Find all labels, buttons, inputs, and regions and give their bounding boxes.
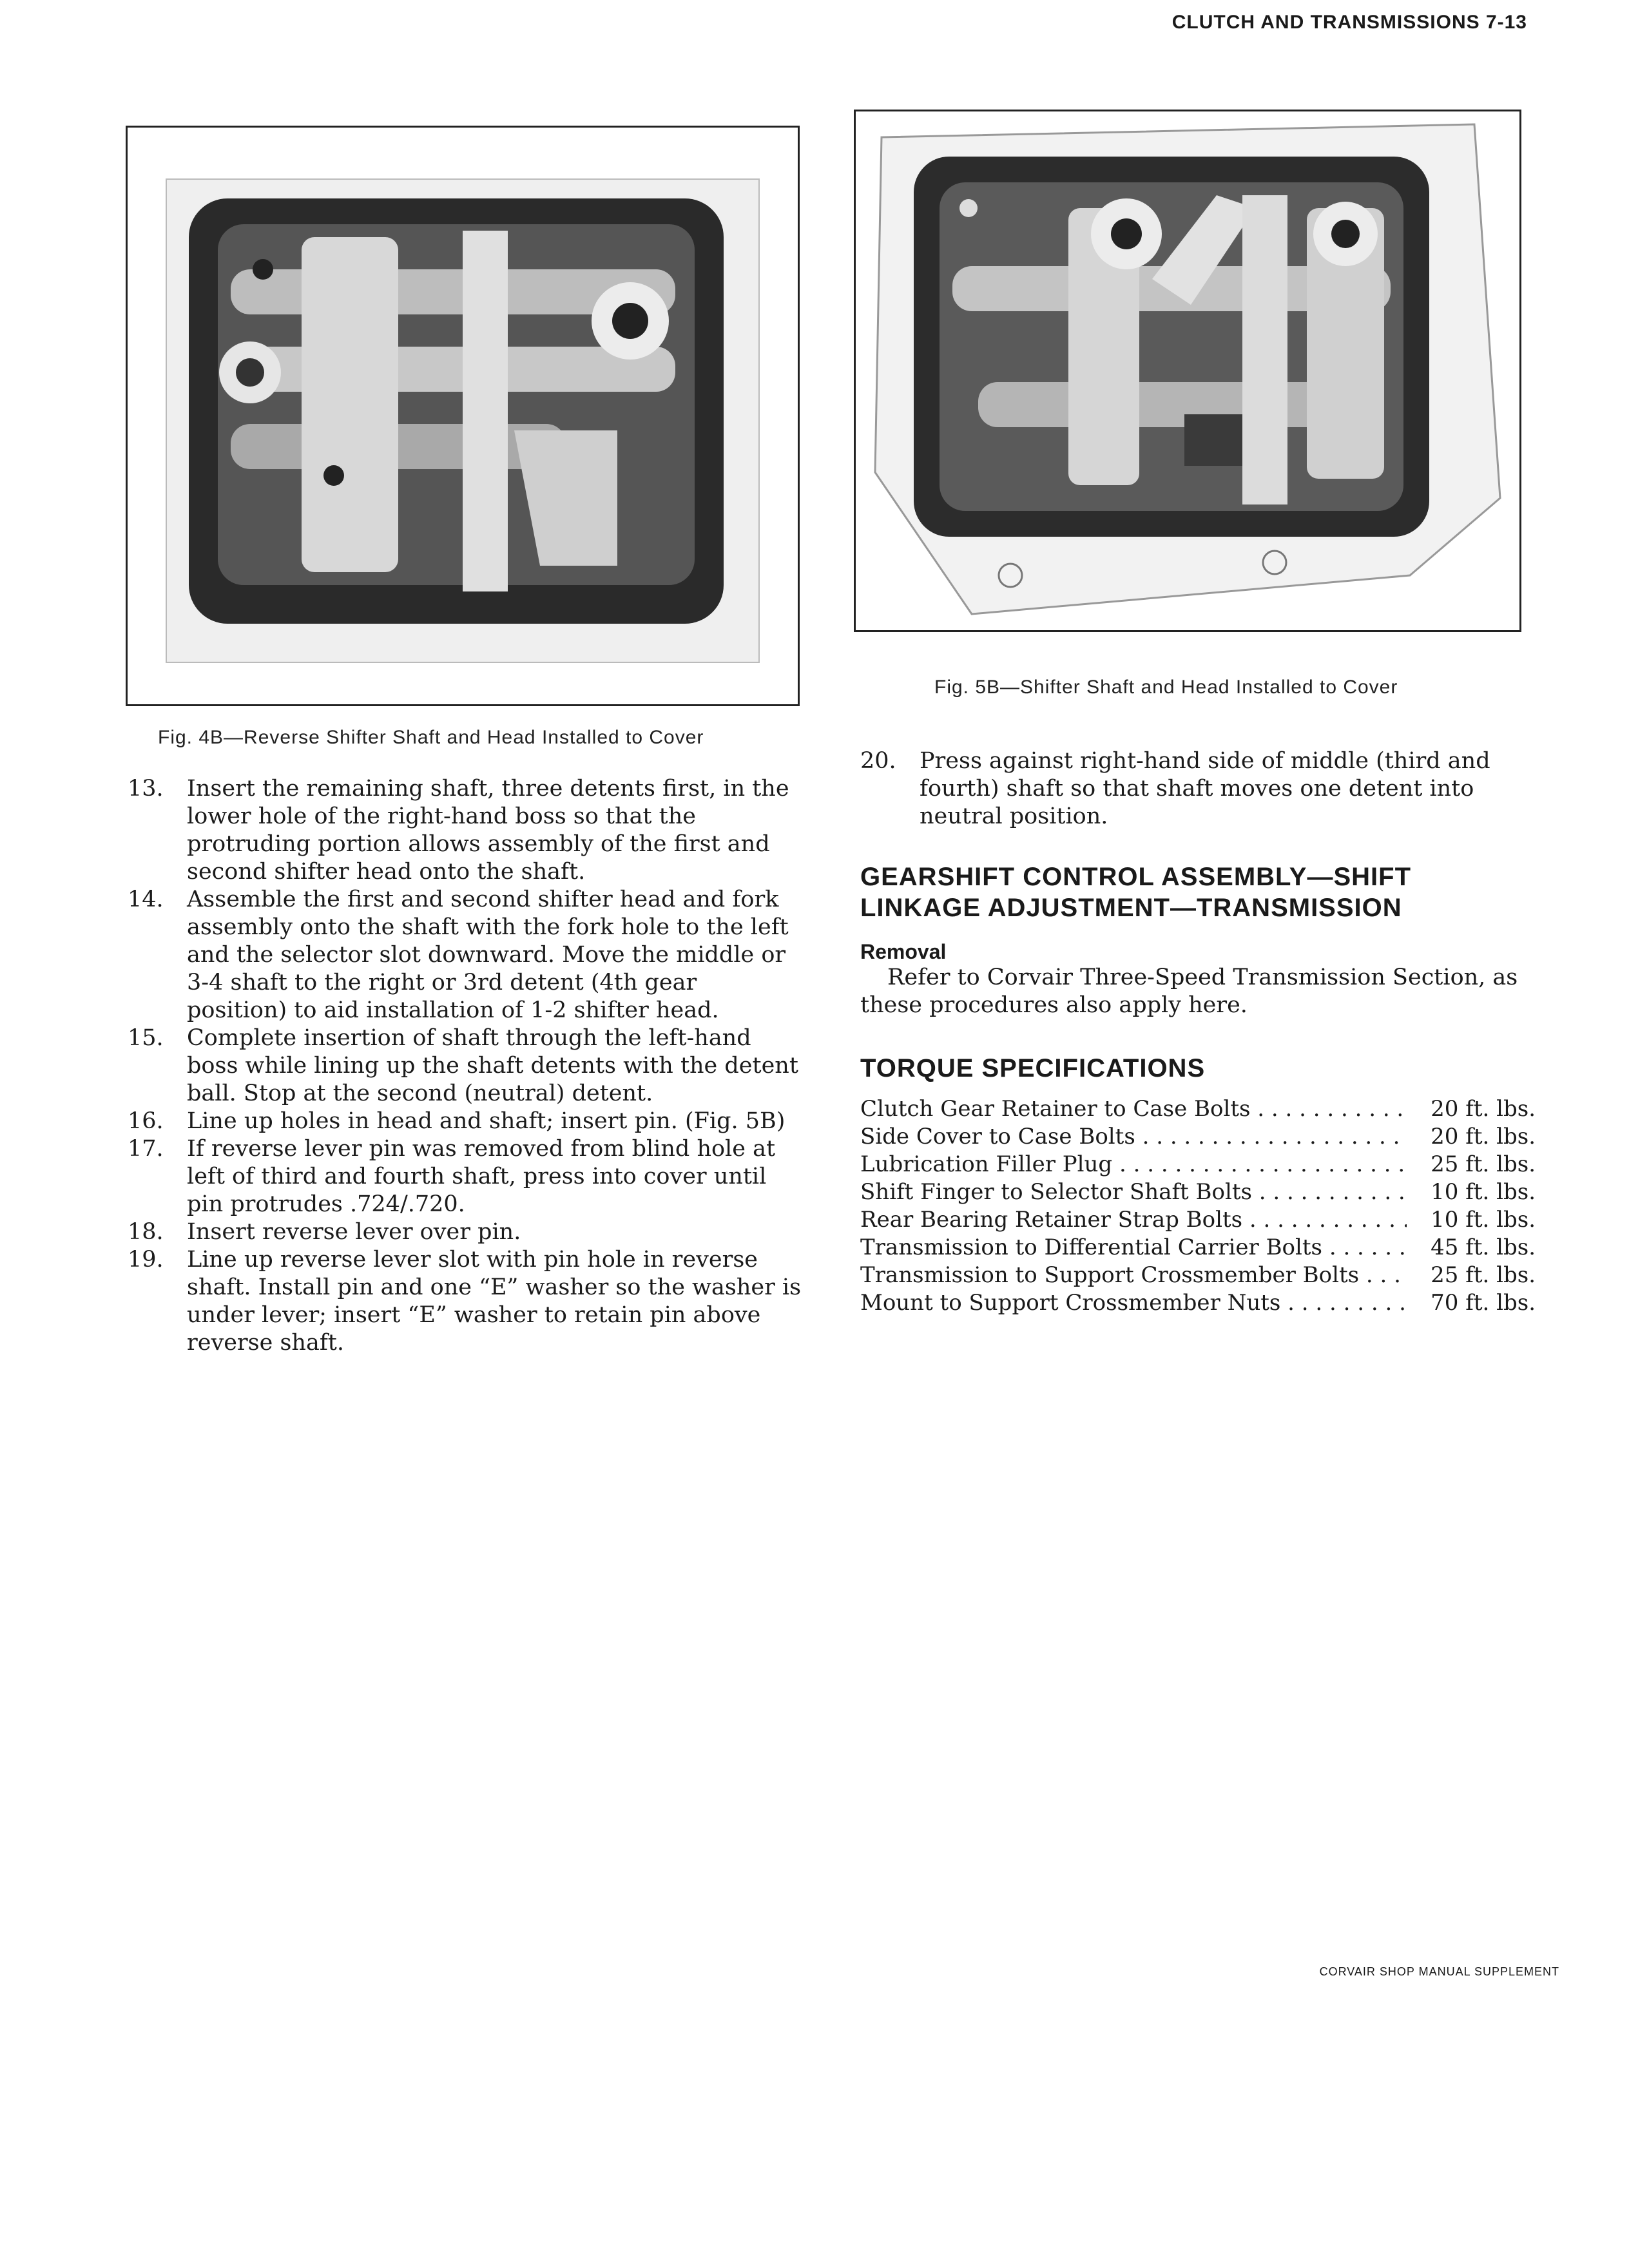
page-header: CLUTCH AND TRANSMISSIONS 7-13 xyxy=(1171,12,1527,33)
step-text: Insert reverse lever over pin. xyxy=(187,1219,521,1245)
torque-item-value: 10 ft. lbs. xyxy=(1407,1178,1536,1206)
step-number: 16. xyxy=(128,1108,164,1134)
torque-row xyxy=(860,1289,1536,1317)
torque-item-text: Transmission to Differential Carrier Bolts xyxy=(860,1235,1323,1260)
step-text: Line up reverse lever slot with pin hole in reverse shaft. Install pin and one “E” washer so the washer is under lever; insert “E” washer to retain pin above reverse shaft. xyxy=(187,1247,802,1356)
torque-table xyxy=(860,1095,1536,1317)
torque-item-value: 20 ft. lbs. xyxy=(1407,1095,1536,1123)
torque-row xyxy=(860,1206,1536,1234)
step-number: 14. xyxy=(128,887,164,912)
step-number: 15. xyxy=(128,1025,164,1051)
torque-item-text: Transmission to Support Crossmember Bolts xyxy=(860,1262,1360,1288)
step-text: Complete insertion of shaft through the left-hand boss while lining up the shaft detents with the detent ball. Stop at the second (neutral) detent. xyxy=(187,1025,798,1106)
torque-item-label xyxy=(860,1262,1407,1289)
left-column-steps xyxy=(128,775,802,1357)
figure-5b-caption: Fig. 5B—Shifter Shaft and Head Installed to Cover xyxy=(934,677,1398,698)
torque-item-label xyxy=(860,1095,1407,1123)
torque-item-text: Rear Bearing Retainer Strap Bolts xyxy=(860,1207,1243,1233)
gearshift-heading: GEARSHIFT CONTROL ASSEMBLY—SHIFT LINKAGE ADJUSTMENT—TRANSMISSION xyxy=(860,863,1412,922)
step-number: 17. xyxy=(128,1136,164,1162)
figure-4b-caption: Fig. 4B—Reverse Shifter Shaft and Head Installed to Cover xyxy=(158,727,704,748)
instruction-step xyxy=(128,1135,802,1218)
torque-item-text: Lubrication Filler Plug xyxy=(860,1151,1113,1177)
step-number: 18. xyxy=(128,1219,164,1245)
torque-item-label xyxy=(860,1123,1407,1151)
torque-item-label xyxy=(860,1178,1407,1206)
right-column xyxy=(860,747,1536,1317)
torque-heading: TORQUE SPECIFICATIONS xyxy=(860,1054,1206,1082)
step-number: 13. xyxy=(128,776,164,802)
step-text: Press against right-hand side of middle (third and fourth) shaft so that shaft moves one detent into neutral position. xyxy=(920,748,1490,829)
torque-item-value: 70 ft. lbs. xyxy=(1407,1289,1536,1317)
torque-item-text: Mount to Support Crossmember Nuts xyxy=(860,1290,1281,1316)
instruction-step xyxy=(128,1108,802,1135)
torque-item-value: 25 ft. lbs. xyxy=(1407,1151,1536,1178)
torque-row xyxy=(860,1123,1536,1151)
step-number: 20. xyxy=(860,748,896,774)
page-footer: CORVAIR SHOP MANUAL SUPPLEMENT xyxy=(1319,1965,1559,1978)
steps-list-right xyxy=(860,747,1536,831)
instruction-step xyxy=(860,747,1536,831)
steps-list-left xyxy=(128,775,802,1357)
instruction-step xyxy=(128,1024,802,1108)
torque-item-label xyxy=(860,1289,1407,1317)
removal-subheading: Removal xyxy=(860,940,947,963)
torque-item-label xyxy=(860,1234,1407,1262)
torque-item-value: 45 ft. lbs. xyxy=(1407,1234,1536,1262)
instruction-step xyxy=(128,1218,802,1246)
torque-row xyxy=(860,1234,1536,1262)
torque-item-text: Shift Finger to Selector Shaft Bolts xyxy=(860,1179,1252,1205)
torque-row xyxy=(860,1151,1536,1178)
instruction-step xyxy=(128,886,802,1024)
figure-4b-photo xyxy=(126,126,800,706)
step-text: If reverse lever pin was removed from blind hole at left of third and fourth shaft, press into cover until pin protrudes .724/.720. xyxy=(187,1136,776,1217)
shifter-cover-photo-5b xyxy=(856,111,1519,630)
shifter-cover-photo-4b xyxy=(128,128,798,704)
step-text: Insert the remaining shaft, three detents first, in the lower hole of the right-hand boss so that the protruding portion allows assembly of the first and second shifter head onto the shaft. xyxy=(187,776,789,885)
torque-item-value: 10 ft. lbs. xyxy=(1407,1206,1536,1234)
instruction-step xyxy=(128,775,802,886)
torque-item-value: 25 ft. lbs. xyxy=(1407,1262,1536,1289)
torque-item-text: Side Cover to Case Bolts xyxy=(860,1124,1135,1149)
torque-item-label xyxy=(860,1151,1407,1178)
step-number: 19. xyxy=(128,1247,164,1273)
torque-item-label xyxy=(860,1206,1407,1234)
figure-5b-photo xyxy=(854,110,1521,632)
step-text: Line up holes in head and shaft; insert pin. (Fig. 5B) xyxy=(187,1108,786,1134)
torque-row xyxy=(860,1095,1536,1123)
instruction-step xyxy=(128,1246,802,1357)
torque-item-value: 20 ft. lbs. xyxy=(1407,1123,1536,1151)
torque-row xyxy=(860,1262,1536,1289)
removal-paragraph: Refer to Corvair Three-Speed Transmission Section, as these procedures also apply here. xyxy=(860,965,1518,1018)
torque-item-text: Clutch Gear Retainer to Case Bolts xyxy=(860,1096,1251,1122)
torque-row xyxy=(860,1178,1536,1206)
step-text: Assemble the first and second shifter head and fork assembly onto the shaft with the fork hole to the left and the selector slot downward. Move the middle or 3-4 shaft to the right or 3rd detent (4th gear position) to aid installation of 1-2 shifter head. xyxy=(187,887,789,1023)
